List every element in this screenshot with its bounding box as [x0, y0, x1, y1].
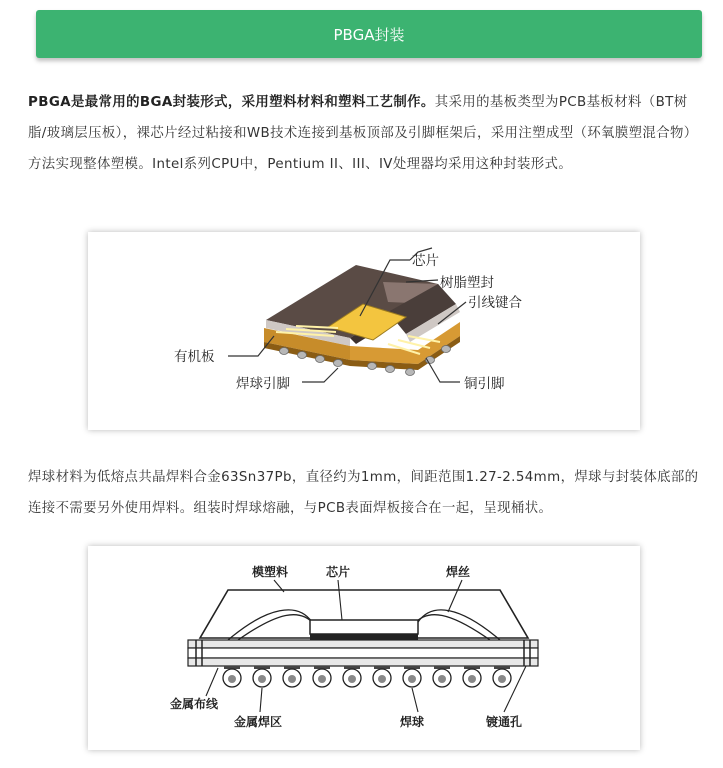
label-wire: 焊丝	[446, 565, 471, 579]
section-header	[36, 10, 702, 58]
pbga-cross-section-figure	[88, 546, 640, 750]
label-mold: 模塑料	[252, 565, 289, 579]
intro-body: 其采用的基板类型为PCB基板材料（BT树脂/玻璃层压板），裸芯片经过粘接和WB技术连接到基板顶部及引脚框架后，采用注塑成型（环氧膜塑混合物）方法实现整体塑模。Intel系列CPU中，Pentium II、III、IV处理器均采用这种封装形式。	[28, 95, 698, 172]
intro-lead: PBGA是最常用的BGA封装形式，采用塑料材料和塑料工艺制作。	[28, 95, 435, 110]
label-resin: 树脂塑封	[440, 275, 494, 291]
pbga-cross-section-diagram	[88, 546, 640, 750]
section-title: PBGA封装	[333, 25, 405, 44]
label-wire-bond: 引线键合	[468, 295, 522, 311]
label-solder-ball-pin: 焊球引脚	[236, 376, 290, 392]
intro-paragraph	[28, 87, 704, 180]
chip-block	[310, 620, 418, 634]
label-metal-trace: 金属布线	[170, 697, 219, 711]
label-chip-2: 芯片	[326, 565, 351, 579]
substrate-top-layer	[188, 640, 538, 648]
label-copper-pin: 铜引脚	[464, 376, 505, 392]
label-via: 镀通孔	[486, 715, 523, 729]
substrate-bottom-layer	[188, 658, 538, 666]
label-chip: 芯片	[412, 253, 439, 269]
chip-attach	[310, 634, 418, 640]
label-organic-board: 有机板	[174, 349, 215, 365]
label-metal-pad: 金属焊区	[234, 715, 283, 729]
pbga-structure-figure	[88, 232, 640, 430]
label-solder-ball: 焊球	[400, 715, 425, 729]
solder-paragraph: 焊球材料为低熔点共晶焊料合金63Sn37Pb，直径约为1mm，间距范围1.27-2.54mm，焊球与封装体底部的连接不需要另外使用焊料。组装时焊球熔融，与PCB表面焊板接合在一起，呈现桶状。	[28, 470, 699, 516]
solder-ball-row	[223, 669, 511, 687]
pbga-structure-diagram	[88, 232, 640, 430]
substrate-core	[188, 648, 538, 658]
